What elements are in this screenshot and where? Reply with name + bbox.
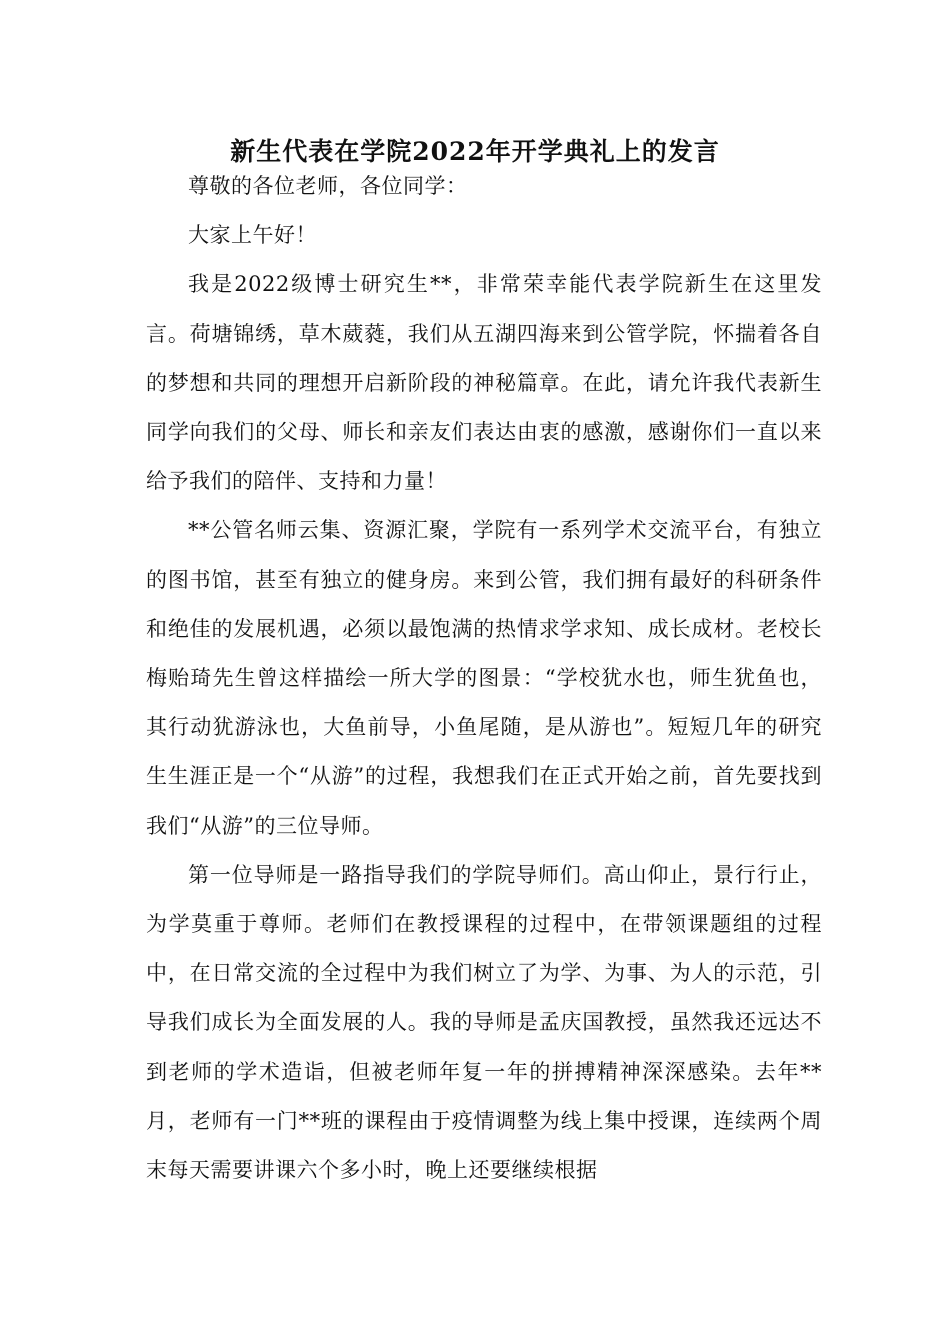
- paragraph-introduction: 我是2022级博士研究生**，非常荣幸能代表学院新生在这里发言。荷塘锦绣，草木葳蕤，我们从五湖四海来到公管学院，怀揣着各自的梦想和共同的理想开启新阶段的神秘篇章。在此，请允许我代表新生同学向我们的父母、师长和亲友们表达由衷的感激，感谢你们一直以来给予我们的陪伴、支持和力量！: [146, 272, 822, 494]
- paragraph-salutation: 尊敬的各位老师，各位同学：: [188, 174, 468, 198]
- paragraph-first-mentor: 第一位导师是一路指导我们的学院导师们。高山仰止，景行行止，为学莫重于尊师。老师们在教授课程的过程中，在带领课题组的过程中，在日常交流的全过程中为我们树立了为学、为事、为人的示范，引导我们成长为全面发展的人。我的导师是孟庆国教授，虽然我还远达不到老师的学术造诣，但被老师年复一年的拼搏精神深深感染。去年**月，老师有一门**班的课程由于疫情调整为线上集中授课，连续两个周末每天需要讲课六个多小时，晚上还要继续根据: [146, 862, 822, 1183]
- paragraph-school-resources: **公管名师云集、资源汇聚，学院有一系列学术交流平台，有独立的图书馆，甚至有独立的健身房。来到公管，我们拥有最好的科研条件和绝佳的发展机遇，必须以最饱满的热情求学求知、成长成材。老校长梅贻琦先生曾这样描绘一所大学的图景：“学校犹水也，师生犹鱼也，其行动犹游泳也，大鱼前导，小鱼尾随，是从游也”。短短几年的研究生生涯正是一个“从游”的过程，我想我们在正式开始之前，首先要找到我们“从游”的三位导师。: [146, 518, 822, 838]
- document-title: 新生代表在学院2022年开学典礼上的发言: [230, 137, 720, 166]
- document-body: [146, 162, 822, 1195]
- paragraph-greeting: 大家上午好！: [188, 223, 317, 248]
